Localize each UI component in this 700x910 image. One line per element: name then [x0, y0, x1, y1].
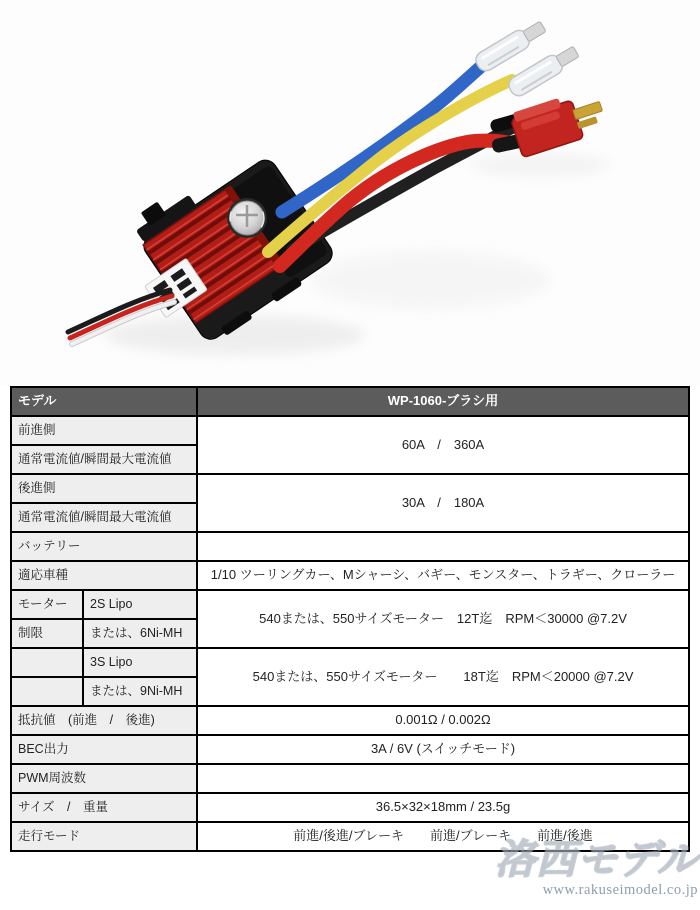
paper-shading	[310, 250, 550, 310]
size-weight-value: 36.5×32×18mm / 23.5g	[197, 793, 689, 822]
resistance-value: 0.001Ω / 0.002Ω	[197, 706, 689, 735]
resistance-label: 抵抗値 (前進 / 後進)	[11, 706, 197, 735]
battery-type-3s: 3S Lipo	[83, 648, 197, 677]
vehicles-label: 適応車種	[11, 561, 197, 590]
pwm-value	[197, 764, 689, 793]
limit-label: 制限	[11, 619, 83, 648]
watermark-url: www.rakuseimodel.co.jp	[542, 882, 698, 898]
motor-limit-value-2: 540または、550サイズモーター 18T迄 RPM＜20000 @7.2V	[197, 648, 689, 706]
header-model-label: モデル	[11, 387, 197, 416]
table-row	[11, 416, 689, 445]
table-row	[11, 590, 689, 619]
run-mode-value: 前進/後進/ブレーキ 前進/ブレーキ 前進/後進	[197, 822, 689, 851]
size-weight-label: サイズ / 重量	[11, 793, 197, 822]
pwm-label: PWM周波数	[11, 764, 197, 793]
motor-label-blank	[11, 648, 83, 677]
forward-current-label: 通常電流値/瞬間最大電流値	[11, 445, 197, 474]
table-row	[11, 706, 689, 735]
forward-side-label: 前進側	[11, 416, 197, 445]
capacitor	[227, 198, 267, 238]
table-row	[11, 648, 689, 677]
product-photo	[0, 0, 700, 386]
table-header-row	[11, 387, 689, 416]
battery-type-2s: 2S Lipo	[83, 590, 197, 619]
run-mode-label: 走行モード	[11, 822, 197, 851]
battery-type-9nimh: または、9Ni-MH	[83, 677, 197, 706]
esc-photo-illustration	[0, 0, 700, 386]
battery-label: バッテリー	[11, 532, 197, 561]
table-row	[11, 561, 689, 590]
watermark-logo: 洛西モデル	[495, 837, 698, 883]
motor-label-blank	[11, 677, 83, 706]
table-row	[11, 532, 689, 561]
reverse-side-label: 後進側	[11, 474, 197, 503]
motor-label: モーター	[11, 590, 83, 619]
header-model-value: WP-1060-ブラシ用	[197, 387, 689, 416]
table-row	[11, 764, 689, 793]
bec-value: 3A / 6V (スイッチモード)	[197, 735, 689, 764]
motor-limit-value-1: 540または、550サイズモーター 12T迄 RPM＜30000 @7.2V	[197, 590, 689, 648]
forward-current-value: 60A / 360A	[197, 416, 689, 474]
battery-value	[197, 532, 689, 561]
battery-type-6nimh: または、6Ni-MH	[83, 619, 197, 648]
table-row	[11, 793, 689, 822]
spec-table	[10, 386, 690, 852]
reverse-current-label: 通常電流値/瞬間最大電流値	[11, 503, 197, 532]
bec-label: BEC出力	[11, 735, 197, 764]
connector-shadow	[470, 153, 610, 177]
vehicles-value: 1/10 ツーリングカー、Mシャーシ、バギー、モンスター、トラギー、クローラー	[197, 561, 689, 590]
table-row	[11, 474, 689, 503]
reverse-current-value: 30A / 180A	[197, 474, 689, 532]
table-row	[11, 822, 689, 851]
table-row	[11, 735, 689, 764]
